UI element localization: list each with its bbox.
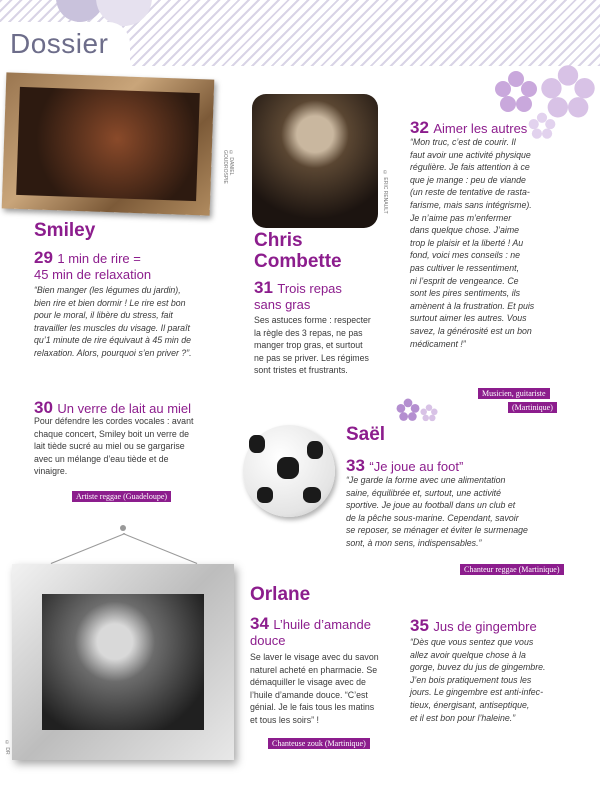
orlane-photo [42,594,204,730]
tip-33-text: “Je garde la forme avec une alimentation saine, équilibrée et, surtout, une activité sportive. Je joue au football dans un club et de la pêche sous-marine. Cependant, savoir se reposer, se ménager et éviter le surmenage sont, à mon sens, indispensables.” [346,475,528,548]
flower-icon [494,70,538,114]
tip-31-heading [254,280,384,313]
artist-tag-orlane: Chanteuse zouk (Martinique) [268,738,370,749]
chris-combette-photo [252,94,378,228]
artist-name-smiley: Smiley [34,220,96,241]
tip-number: 35 [410,616,429,635]
tip-35-heading [410,616,590,636]
tip-29-heading [34,250,244,283]
frame-nail [120,525,126,531]
tip-title: Trois repas [277,281,342,296]
flower-decoration [494,70,538,114]
tip-34-text: Se laver le visage avec du savon naturel acheté en pharmacie. Se démaquiller le visage avec de l’huile d’amande douce. “C’est génial. Je le fais tous les matins et tous les soirs” ! [250,652,379,725]
tip-32-heading [410,118,590,138]
photo-credit: © DANIEL GOUDROSPIE [222,150,234,184]
tip-32-text: “Mon truc, c’est de courir. Il faut avoir une activité physique régulière. Je fais attention à ce que je mange : peu de viande (un reste de tentative de rasta- farisme, mais sans intégrisme). Je n’aime pas m’enfermer dans quelque chose. J’aime trop le plaisir et la liberté ! Au fond, voici mes conseils : ne pas cultiver le ressentiment, ni l’esprit de vengeance. Ce sont les pires sentiments, ils amènent à la frustration. Et puis surtout aimer les autres. Vous savez, la générosité est un bon médicament !” [410,137,535,349]
flower-decoration [420,404,438,422]
tip-31-text: Ses astuces forme : respecter la règle des 3 repas, ne pas manger trop gras, et surtout ne pas se priver. Les régimes sont tristes et frustrants. [254,315,371,376]
tip-title: 1 min de rire = [57,251,141,266]
page-title: Dossier [10,28,109,59]
artist-name-sael: Saël [346,424,386,445]
artist-tag-chris-combette: Musicien, guitariste [478,388,550,399]
tip-number: 33 [346,456,365,475]
smiley-photo-frame [2,72,215,215]
artist-tag-sael: Chanteur reggae (Martinique) [460,564,564,575]
flower-icon [420,404,438,422]
football-image [243,425,335,517]
tip-title: Aimer les autres [433,121,528,136]
tip-title: L’huile d’amande [273,617,371,632]
flower-decoration [396,398,420,422]
tip-title: douce [250,633,286,648]
tip-title: sans gras [254,297,311,312]
artist-tag-chris-combette: (Martinique) [508,402,557,413]
tip-30-text: Pour défendre les cordes vocales : avant chaque concert, Smiley boit un verre de lait tiède sucré au miel ou se gargarise avec un mélange d’eau tiède et de vinaigre. [34,416,194,477]
tip-title: Jus de gingembre [433,619,537,634]
tip-title: “Je joue au foot” [369,459,464,474]
tip-29-text: “Bien manger (les légumes du jardin), bien rire et bien dormir ! Le rire est bon pour le moral, il libère du stress, fait travailler les muscles du visage. Il paraît qu’1 minute de rire équivaut à 45 min de relaxation. Alors, pourquoi s’en priver ?”. [34,285,192,358]
tip-number: 34 [250,614,269,633]
photo-credit: © ERIC RENAULT [382,170,388,214]
artist-name-chris-combette: Chris Combette [254,230,342,272]
frame-wire [123,533,198,564]
tip-34-heading [250,616,400,649]
orlane-photo-frame [12,564,234,760]
flower-icon [396,398,420,422]
artist-name-orlane: Orlane [250,584,311,605]
tip-33-heading [346,456,586,476]
tip-number: 31 [254,278,273,297]
tip-number: 30 [34,398,53,417]
tip-title: 45 min de relaxation [34,267,152,282]
tip-35-text: “Dès que vous sentez que vous allez avoir quelque chose à la gorge, buvez du jus de gingembre. J’en bois pratiquement tous les jours. Le gingembre est anti-infec- tieux, énergisant, antiseptique, et il est bon pour l’haleine.” [410,637,546,723]
artist-tag-smiley: Artiste reggae (Guadeloupe) [72,491,171,502]
tip-title: Un verre de lait au miel [57,401,192,416]
tip-number: 29 [34,248,53,267]
smiley-photo [16,87,200,201]
frame-wire [51,533,126,564]
photo-credit: © DR [4,740,10,755]
tip-number: 32 [410,118,429,137]
